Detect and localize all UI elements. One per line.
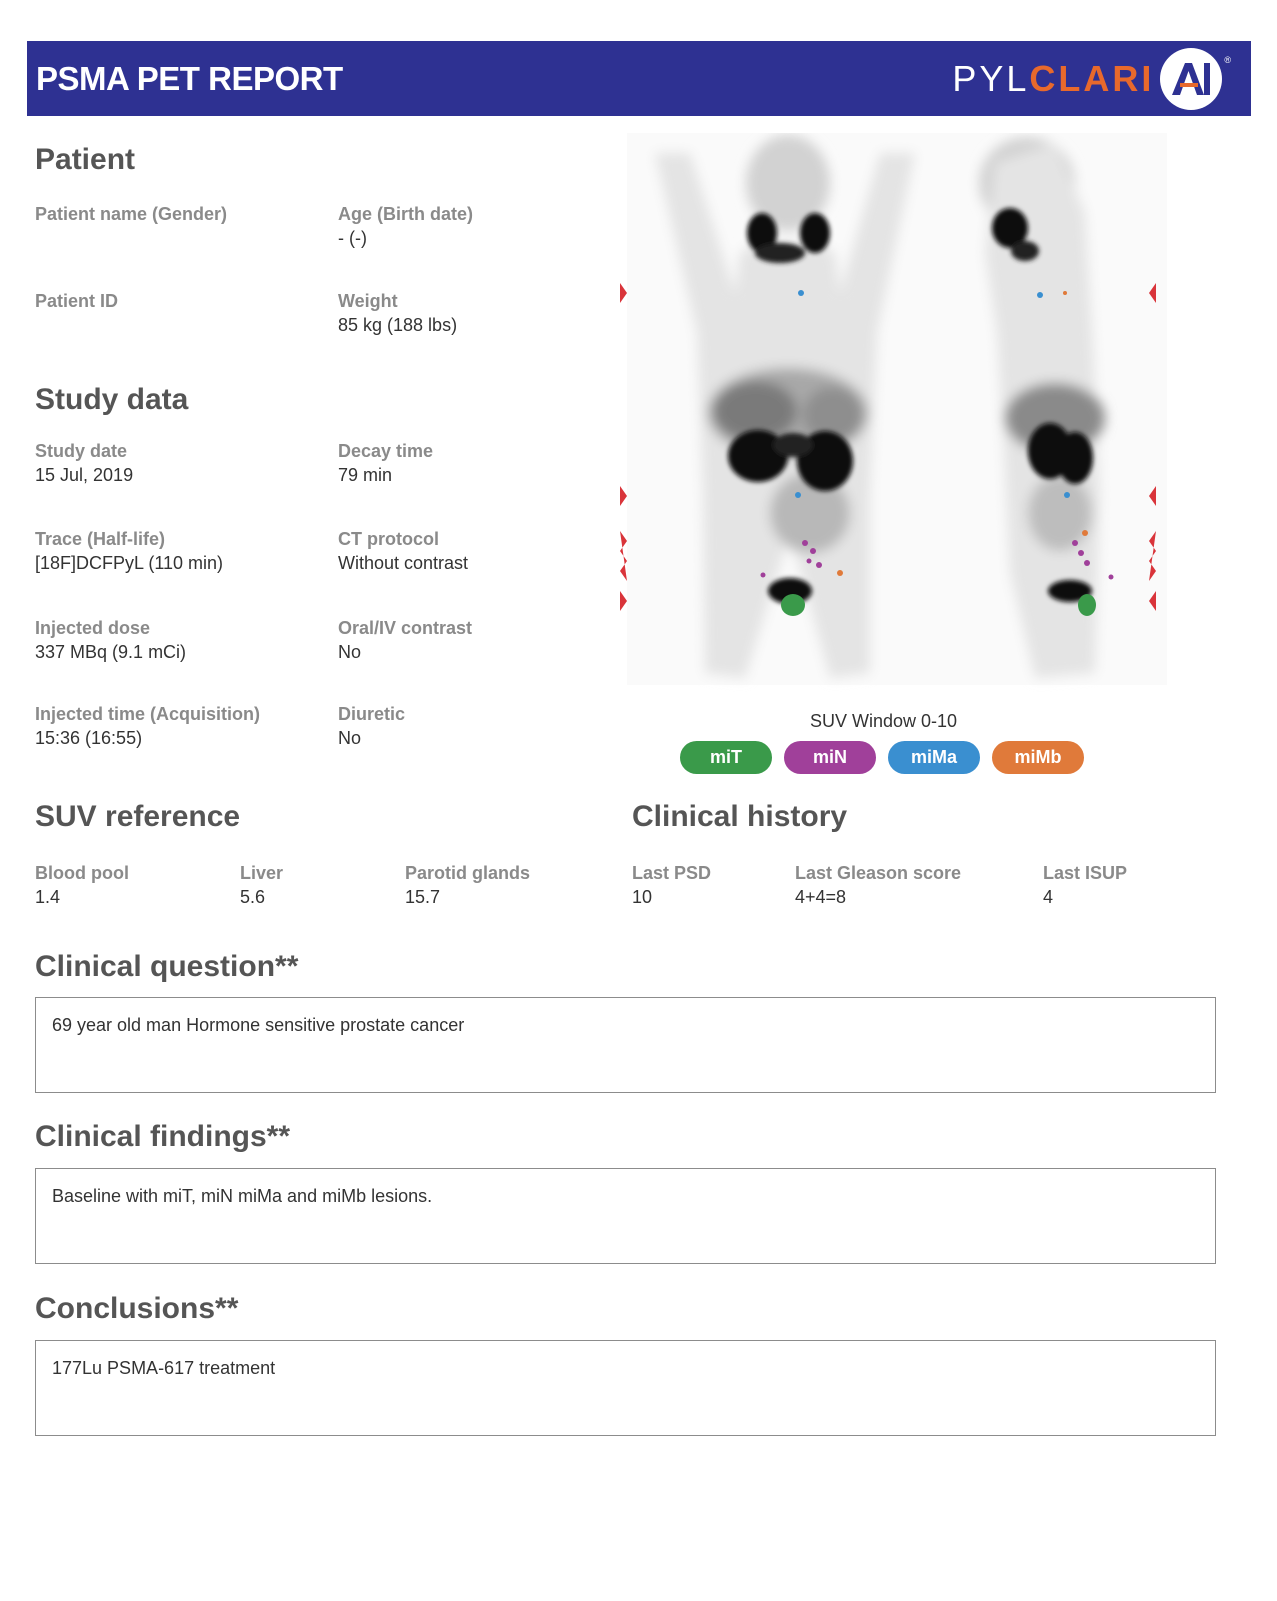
clinical-findings-heading: Clinical findings**: [35, 1120, 291, 1153]
logo-ai-mark: [1160, 48, 1222, 110]
parotid-label: Parotid glands: [405, 863, 531, 883]
clinical-findings-text: Baseline with miT, miN miMa and miMb lesions.: [52, 1186, 433, 1206]
gleason-value: 4+4=8: [795, 887, 847, 907]
injected-time-value: 15:36 (16:55): [35, 728, 143, 748]
diuretic-value: No: [338, 728, 362, 748]
age-value: - (-): [338, 228, 367, 248]
pylclari-logo: [952, 41, 1231, 116]
patient-name-label: Patient name (Gender): [35, 204, 228, 224]
gleason-label: Last Gleason score: [795, 863, 962, 883]
suv-reference-heading: SUV reference: [35, 800, 241, 833]
decay-time-label: Decay time: [338, 441, 434, 461]
patient-heading: Patient: [35, 143, 136, 176]
registered-mark: ®: [1224, 55, 1231, 65]
ct-protocol-label: CT protocol: [338, 529, 439, 549]
parotid-value: 15.7: [405, 887, 441, 907]
liver-value: 5.6: [240, 887, 266, 907]
clinical-question-heading: Clinical question**: [35, 950, 299, 983]
injected-time-label: Injected time (Acquisition): [35, 704, 261, 724]
contrast-label: Oral/IV contrast: [338, 618, 473, 638]
injected-dose-value: 337 MBq (9.1 mCi): [35, 642, 187, 662]
isup-label: Last ISUP: [1043, 863, 1128, 883]
legend-min: miN: [784, 741, 876, 774]
conclusions-text: 177Lu PSMA-617 treatment: [52, 1358, 276, 1378]
blood-pool-value: 1.4: [35, 887, 61, 907]
legend-mit: miT: [680, 741, 772, 774]
study-date-label: Study date: [35, 441, 128, 461]
conclusions-heading: Conclusions**: [35, 1292, 239, 1325]
legend-mimb: miMb: [992, 741, 1084, 774]
trace-value: [18F]DCFPyL (110 min): [35, 553, 224, 573]
weight-value: 85 kg (188 lbs): [338, 315, 458, 335]
contrast-value: No: [338, 642, 362, 662]
clinical-history-heading: Clinical history: [632, 800, 848, 833]
conclusions-box[interactable]: [35, 1340, 1216, 1436]
liver-label: Liver: [240, 863, 284, 883]
decay-time-value: 79 min: [338, 465, 393, 485]
injected-dose-label: Injected dose: [35, 618, 151, 638]
diuretic-label: Diuretic: [338, 704, 406, 724]
suv-window-label: SUV Window 0-10: [810, 711, 958, 731]
study-data-heading: Study data: [35, 383, 189, 416]
isup-value: 4: [1043, 887, 1054, 907]
clinical-findings-box[interactable]: [35, 1168, 1216, 1264]
clinical-question-box[interactable]: [35, 997, 1216, 1093]
trace-label: Trace (Half-life): [35, 529, 166, 549]
report-header: [27, 41, 1251, 116]
study-date-value: 15 Jul, 2019: [35, 465, 134, 485]
last-psd-label: Last PSD: [632, 863, 712, 883]
pet-mip-image: [615, 133, 1195, 698]
blood-pool-label: Blood pool: [35, 863, 129, 883]
clinical-question-text: 69 year old man Hormone sensitive prostate cancer: [52, 1015, 465, 1035]
weight-label: Weight: [338, 291, 398, 311]
report-title: PSMA PET REPORT: [36, 60, 343, 97]
ct-protocol-value: Without contrast: [338, 553, 469, 573]
logo-wordmark: PYLCLARI: [952, 58, 1155, 99]
patient-id-label: Patient ID: [35, 291, 119, 311]
last-psd-value: 10: [632, 887, 653, 907]
age-label: Age (Birth date): [338, 204, 473, 224]
legend-mima: miMa: [888, 741, 980, 774]
